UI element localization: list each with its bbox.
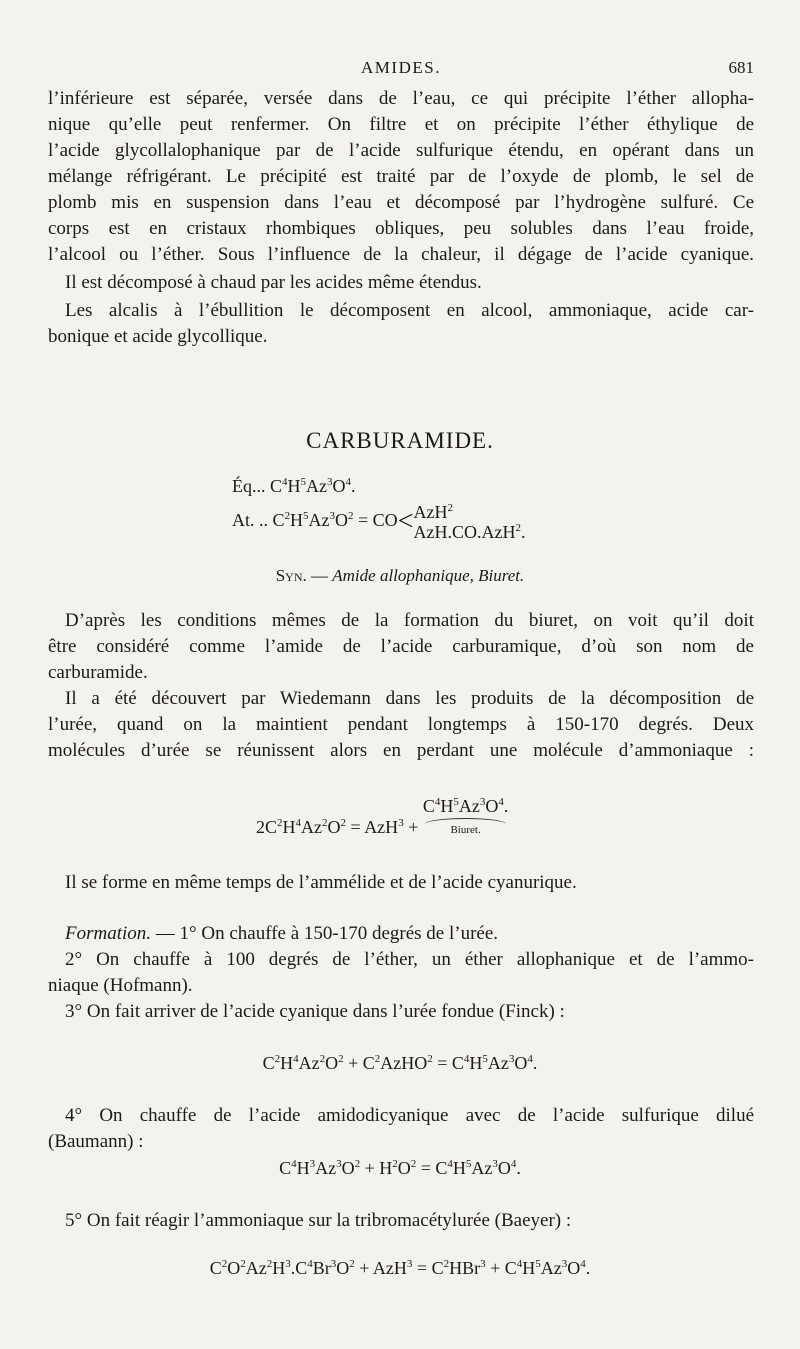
formation-item-2: [48, 947, 754, 999]
reaction-equation: $2C^2H^4Az^2O^2 = AzH^3 + C^4H^5Az^3O^4$. Biuret.: [256, 796, 509, 837]
text-line: niaque (Hofmann).: [48, 975, 193, 996]
text-line: mélange réfrigérant. Le précipité est traité par de l’oxyde de plomb, le sel de: [48, 166, 754, 187]
text-line: molécules d’urée se réunissent alors en perdant une molécule d’ammoniaque :: [48, 740, 754, 761]
text-line: nique qu’elle peut renfermer. On filtre et on précipite l’éther éthylique de: [48, 114, 754, 135]
biuret-label: Biuret.: [450, 824, 481, 836]
text-line: 4° On chauffe de l’acide amidodicyanique avec de l’acide sulfurique dilué: [65, 1105, 754, 1126]
at-label: At. ..: [232, 510, 268, 531]
running-title: AMIDES.: [361, 58, 441, 77]
reaction-finck: $C^2H^4Az^2O^2$ + $C^2AzHO^2 = C^4H^5Az^3O^4$.: [262, 1053, 538, 1073]
text-line: Il a été découvert par Wiedemann dans les produits de la décomposition de: [65, 688, 754, 709]
biuret-paragraph: [48, 608, 754, 686]
synonyms-label: Syn.: [275, 566, 307, 585]
text-line: l’inférieure est séparée, versée dans de l’eau, ce qui précipite l’éther allopha-: [48, 88, 754, 109]
text-line: Les alcalis à l’ébullition le décomposent en alcool, ammoniaque, acide car-: [65, 300, 754, 321]
text-line: D’après les conditions mêmes de la formation du biuret, on voit qu’il doit: [65, 610, 754, 631]
branch-top: AzH$^2$: [413, 502, 453, 522]
section-title: CARBURAMIDE.: [306, 428, 494, 453]
intro-paragraph: [48, 86, 754, 268]
text-line: l’urée, quand on la maintient pendant longtemps à 150-170 degrés. Deux: [48, 714, 754, 735]
text-line: l’acide glycollalophanique par de l’acide sulfurique étendu, en opérant dans un: [48, 140, 754, 161]
running-header: [48, 58, 754, 82]
reaction-baeyer: $C^2O^2Az^2H^3.C^4Br^3O^2 + AzH^3 = C^2HBr^3 + C^4H^5Az^3O^4$.: [209, 1258, 591, 1278]
formula-branches: [413, 502, 525, 542]
branch-bottom: AzH.CO.AzH$^2$.: [413, 522, 526, 542]
equals-sign: =: [358, 510, 369, 531]
biuret-product: $C^4H^5Az^3O^4$. Biuret.: [422, 796, 509, 836]
ammelide-paragraph: Il se forme en même temps de l’ammélide et de l’acide cyanurique.: [65, 872, 577, 893]
alkalis-paragraph: [48, 298, 754, 350]
formation-item-4: [48, 1103, 754, 1155]
page-number: 681: [728, 58, 754, 77]
synonyms-line: Syn. — Amide allophanique, Biuret.: [275, 566, 525, 585]
text-line: bonique et acide glycollique.: [48, 326, 268, 347]
text-line: carburamide.: [48, 662, 148, 683]
formation-item-5: 5° On fait réagir l’ammoniaque sur la tribromacétylurée (Baeyer) :: [65, 1210, 572, 1231]
synonyms-text: Amide allophanique, Biuret.: [332, 566, 525, 585]
text-line: être considéré comme l’amide de l’acide carburamique, d’où son nom de: [48, 636, 754, 657]
eq-label: Éq...: [232, 476, 266, 496]
bond-angle: <: [397, 506, 414, 537]
atomic-formula: At. .. $C^2H^5Az^3O^2 = CO<AzH^2$ AzH.CO.AzH$^2$.: [232, 502, 526, 542]
co-group: CO: [372, 510, 398, 531]
decomposition-paragraph: Il est décomposé à chaud par les acides même étendus.: [65, 272, 482, 293]
reaction-baumann: $C^4H^3Az^3O^2 + H^2O^2 = C^4H^5Az^3O^4$.: [279, 1158, 521, 1178]
equivalent-formula: Éq... $C^4H^5Az^3O^4$.: [232, 476, 356, 496]
text-line: (Baumann) :: [48, 1131, 144, 1152]
formation-item-3: 3° On fait arriver de l’acide cyanique dans l’urée fondue (Finck) :: [65, 1001, 565, 1022]
discovery-paragraph: [48, 686, 754, 764]
formula-block: [232, 476, 632, 542]
text-line: l’alcool ou l’éther. Sous l’influence de la chaleur, il dégage de l’acide cyanique.: [48, 244, 754, 265]
text-line: plomb mis en suspension dans l’eau et décomposé par l’hydrogène sulfuré. Ce: [48, 192, 754, 213]
formation-label: Formation.: [65, 923, 152, 944]
formation-item-1: Formation. — 1° On chauffe à 150-170 degrés de l’urée.: [65, 923, 499, 944]
text-line: corps est en cristaux rhombiques obliques, peu solubles dans l’eau froide,: [48, 218, 754, 239]
text-line: 2° On chauffe à 100 degrés de l’éther, un éther allophanique et de l’ammo-: [65, 949, 754, 970]
